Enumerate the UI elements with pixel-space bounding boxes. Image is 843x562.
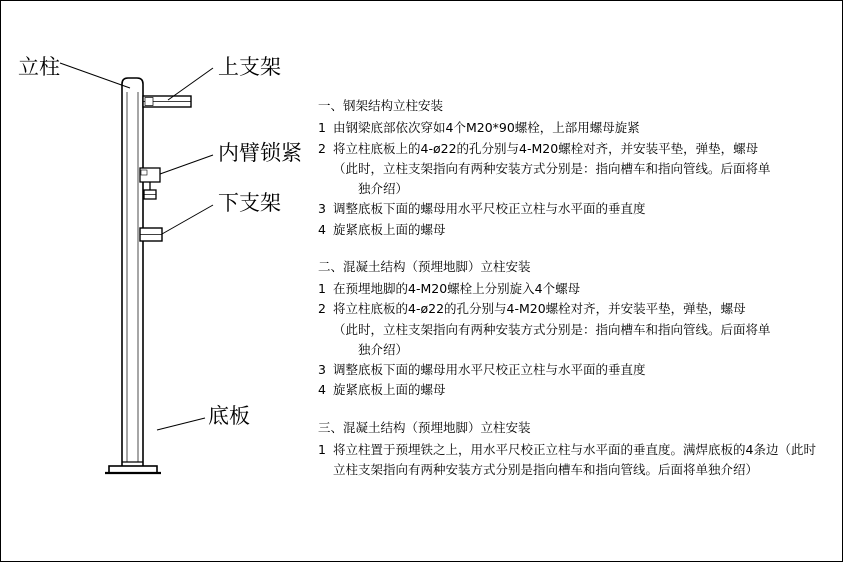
upper-bracket [143,96,191,107]
item-continuation: 立柱支架指向有两种安装方式分别是指向槽车和指向管线。后面将单独介绍） [333,462,759,477]
instruction-item [318,279,830,299]
item-number: 1 [318,441,326,457]
item-text: 调整底板下面的螺母用水平尺校正立柱与水平面的垂直度 [333,201,646,217]
instruction-item [318,360,830,380]
item-number: 4 [318,221,326,237]
instruction-item [318,299,830,319]
instruction-item [318,220,830,240]
item-continuation: 独介绍） [358,181,409,196]
item-text: 在预埋地脚的4-M20螺栓上分别旋入4个螺母 [333,281,581,296]
item-continuation: （此时，立柱支架指向有两种安装方式分别是：指向槽车和指向管线。后面将单 [333,160,771,176]
item-continuation: 独介绍） [358,341,409,357]
item-number: 2 [318,301,326,317]
item-text: 旋紧底板上面的螺母 [333,221,446,237]
item-number: 2 [318,140,326,156]
instruction-item [318,118,830,138]
item-text: 将立柱底板的4-ø22的孔分别与4-M20螺栓对齐，并安装平垫，弹垫，螺母 [333,301,746,317]
label-diban: 底板 [208,404,250,428]
label-xiazhijia: 下支架 [218,191,281,215]
instruction-item [318,380,830,400]
section-title: 一、钢架结构立柱安装 [318,98,444,113]
item-number: 1 [318,281,326,296]
lower-bracket [140,228,162,241]
instruction-section [318,418,830,481]
column-body [122,78,143,466]
item-continuation: （此时，立柱支架指向有两种安装方式分别是：指向槽车和指向管线。后面将单 [333,321,771,337]
item-number: 3 [318,201,326,217]
item-number: 4 [318,382,326,398]
item-text: 由钢梁底部依次穿如4个M20*90螺栓，上部用螺母旋紧 [333,120,640,136]
label-neibisuojin: 内臂锁紧 [218,141,302,165]
item-text: 旋紧底板上面的螺母 [333,382,446,398]
instruction-item [318,199,830,219]
item-number: 1 [318,120,326,136]
item-text: 调整底板下面的螺母用水平尺校正立柱与水平面的垂直度 [333,362,646,377]
instructions-panel [318,96,830,497]
instruction-item [318,440,830,460]
instruction-item [318,139,830,159]
label-shangzhijia: 上支架 [218,55,281,79]
section-title: 二、混凝土结构（预埋地脚）立柱安装 [318,258,531,274]
item-number: 3 [318,362,326,377]
label-lizhu: 立柱 [18,55,60,79]
item-text: 将立柱置于预埋铁之上，用水平尺校正立柱与水平面的垂直度。满焊底板的4条边（此时 [333,441,816,457]
section-title: 三、混凝土结构（预埋地脚）立柱安装 [318,419,531,435]
item-text: 将立柱底板上的4-ø22的孔分别与4-M20螺栓对齐，并安装平垫，弹垫，螺母 [333,140,759,156]
base-plate [105,462,161,473]
instruction-section [318,96,830,240]
instruction-section [318,257,830,401]
leader-lines [60,63,213,430]
